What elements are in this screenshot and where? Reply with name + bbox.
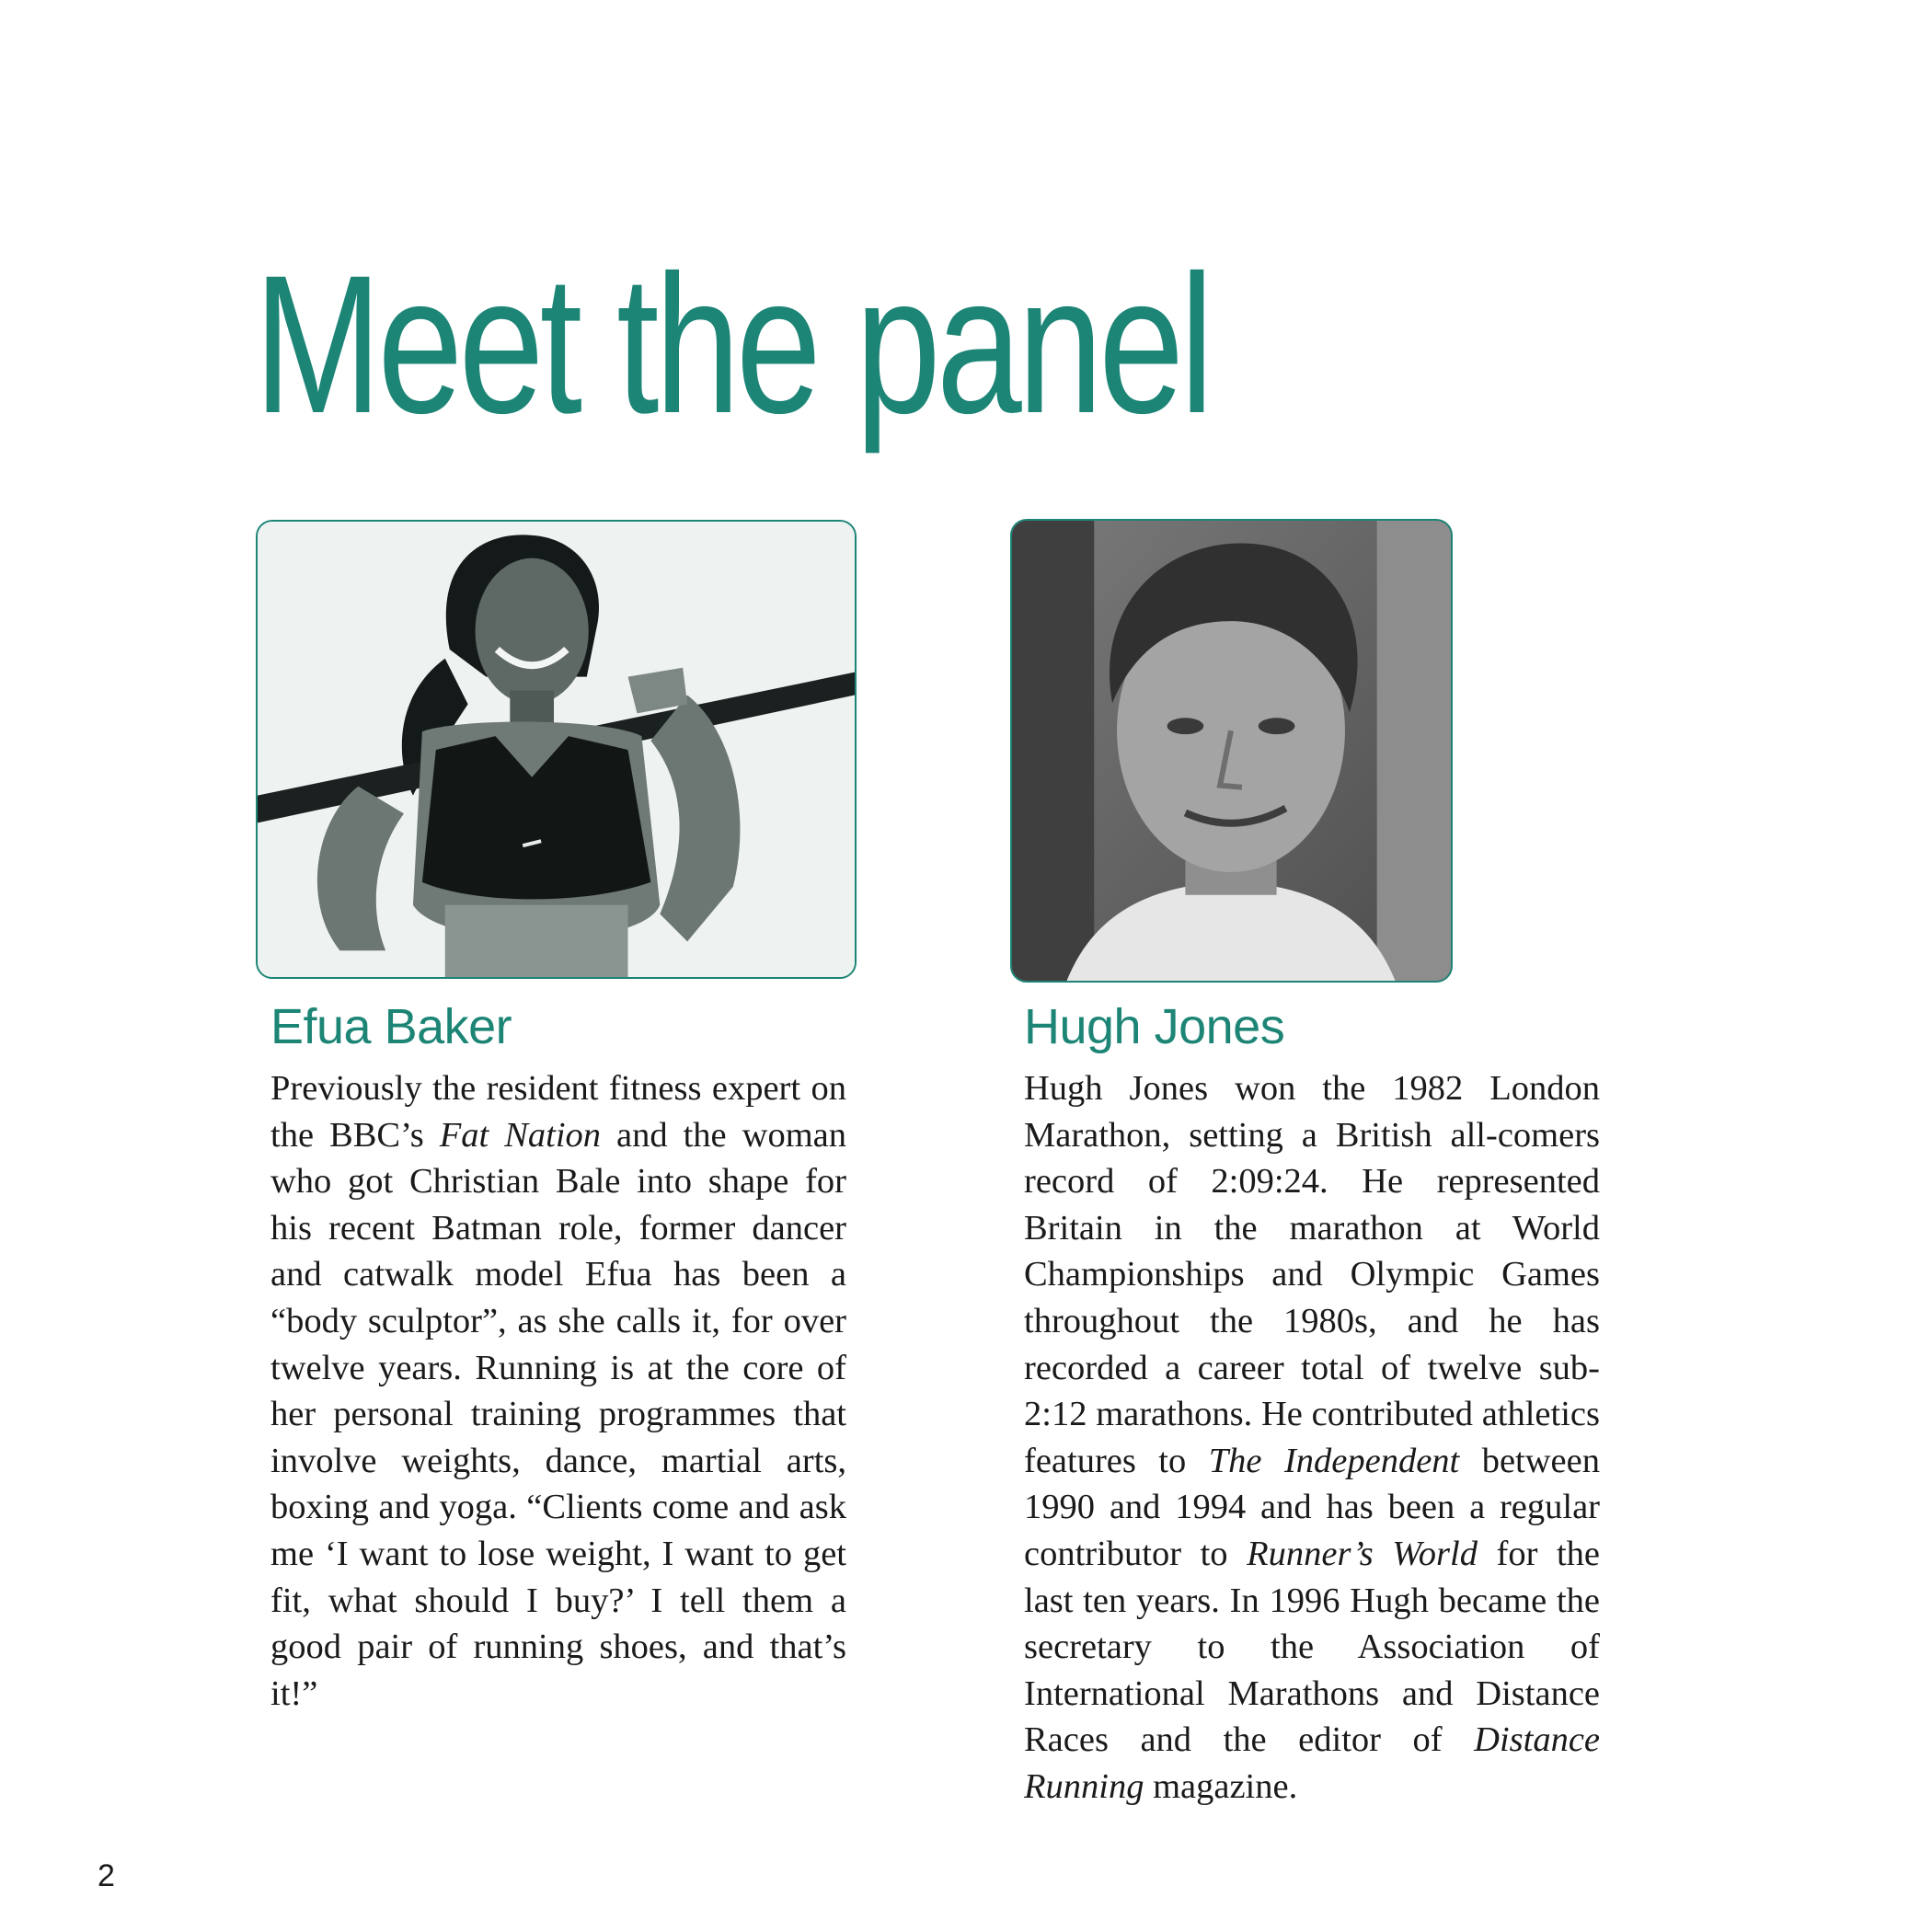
bio-text: magazine.: [1144, 1766, 1298, 1806]
panelist-name: Hugh Jones: [1024, 999, 1285, 1054]
bio-italic-title: Fat Nation: [439, 1115, 602, 1155]
page-number: 2: [98, 1858, 115, 1893]
bio-italic-title: Distance Running: [1024, 1720, 1600, 1806]
panelist-bio: [270, 1065, 846, 1717]
bio-text: Previously the resident fitness expert on the BBC’s: [270, 1069, 846, 1155]
page-title: Meet the panel: [254, 235, 1210, 454]
bio-text: for the last ten years. In 1996 Hugh became the secretary to the Association of International Marathons and Distance Races and the editor of: [1024, 1534, 1600, 1760]
panelist-hugh-jones: [1024, 999, 1600, 1811]
bio-italic-title: Runner’s World: [1247, 1534, 1478, 1573]
hugh-jones-photo: [1010, 519, 1453, 983]
efua-baker-photo: [256, 520, 857, 979]
bio-text: Hugh Jones won the 1982 London Marathon, setting a British all-comers record of 2:09:24. He represented Britain in the marathon at World Championships and Olympic Games throughout the 1980s, and he has recorded a career total of twelve sub-2:12 marathons. He contributed athletics features to: [1024, 1069, 1600, 1480]
bio-text: and the woman who got Christian Bale into shape for his recent Batman role, former dancer and catwalk model Efua has been a “body sculptor”, as she calls it, for over twelve years. Running is at the core of her personal training programmes that involve weights, dance, martial arts, boxing and yoga. “Clients come and ask me ‘I want to lose weight, I want to get fit, what should I buy?’ I tell them a good pair of running shoes, and that’s it!”: [270, 1115, 846, 1713]
bio-italic-title: The Independent: [1208, 1441, 1460, 1480]
panelist-efua-baker: [270, 999, 846, 1717]
woman-with-barbell-icon: [258, 522, 855, 977]
panelist-bio: [1024, 1065, 1600, 1811]
bio-text: between 1990 and 1994 and has been a regular contributor to: [1024, 1441, 1600, 1573]
man-portrait-icon: [1012, 521, 1451, 981]
panelist-name: Efua Baker: [270, 999, 512, 1054]
